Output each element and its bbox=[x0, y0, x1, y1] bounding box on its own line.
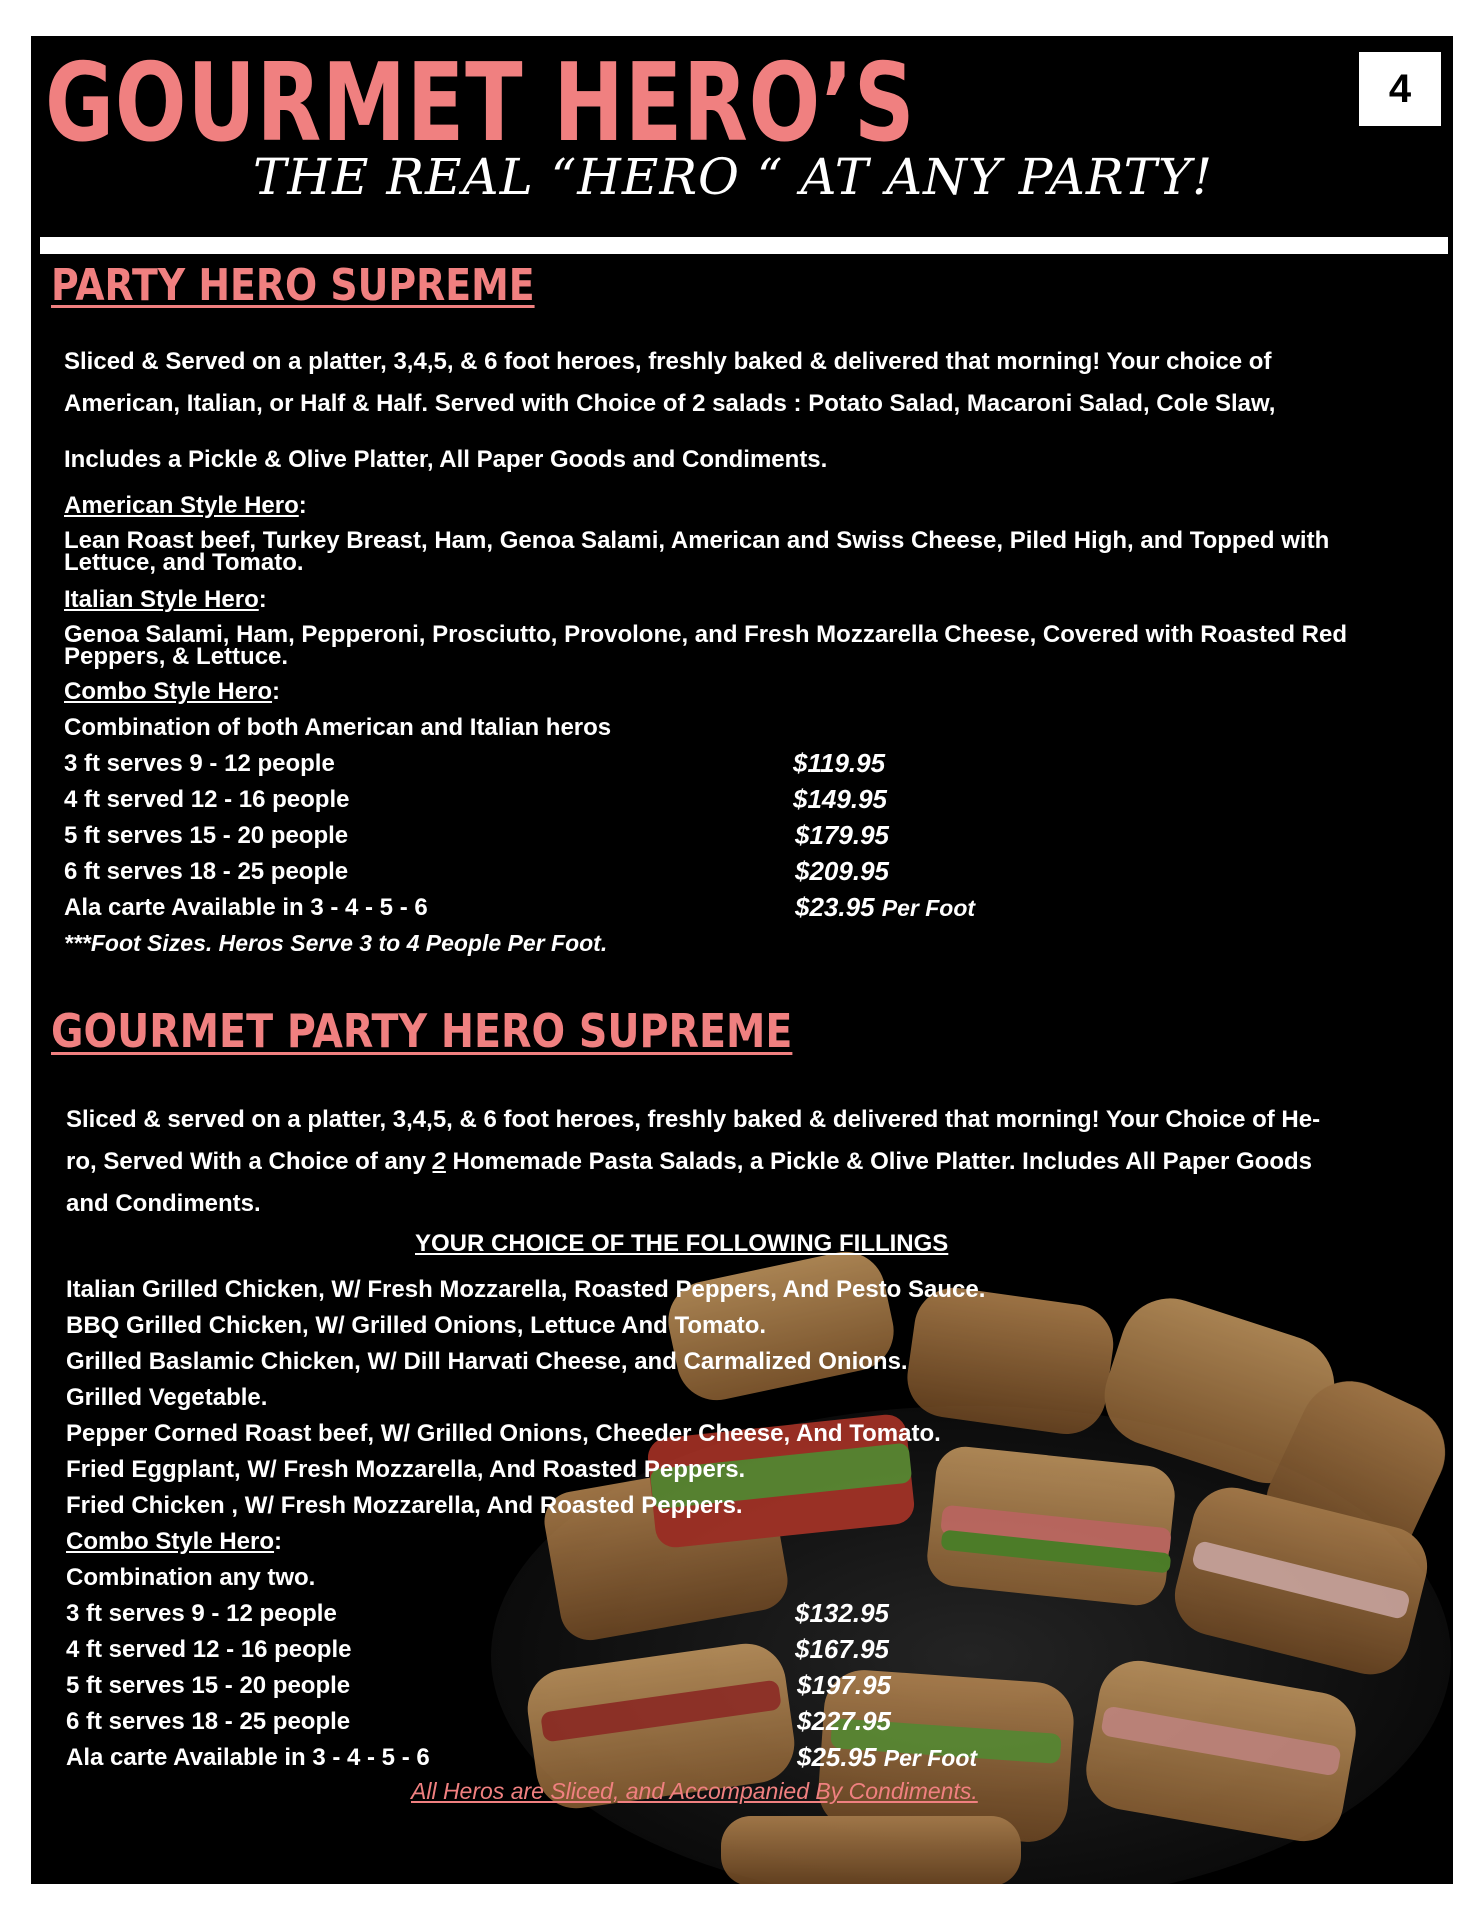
pricing-size: Ala carte Available in 3 - 4 - 5 - 6 bbox=[64, 894, 428, 921]
pricing-size: 3 ft serves 9 - 12 people bbox=[66, 1600, 337, 1627]
header-divider bbox=[40, 237, 1448, 254]
filling-item: Grilled Vegetable. bbox=[66, 1384, 268, 1411]
page-number-badge: 4 bbox=[1359, 52, 1441, 126]
pricing-price: $167.95 bbox=[795, 1634, 889, 1664]
filling-item: Fried Eggplant, W/ Fresh Mozzarella, And Roasted Peppers. bbox=[66, 1456, 746, 1483]
section1-description-line: American, Italian, or Half & Half. Served with Choice of 2 salads : Potato Salad, Macaroni Salad, Cole Slaw, bbox=[64, 390, 1276, 417]
page-title: GOURMET HERO’S bbox=[45, 41, 916, 166]
combo-style-heading: Combo Style Hero: bbox=[66, 1528, 283, 1555]
filling-item: Italian Grilled Chicken, W/ Fresh Mozzarella, Roasted Peppers, And Pesto Sauce. bbox=[66, 1276, 986, 1303]
combo-style-heading: Combo Style Hero: bbox=[64, 678, 281, 705]
american-style-description: Lean Roast beef, Turkey Breast, Ham, Genoa Salami, American and Swiss Cheese, Piled High, and Topped with Lettuce, and Tomato. bbox=[64, 527, 1330, 576]
filling-item: Fried Chicken , W/ Fresh Mozzarella, And Roasted Peppers. bbox=[66, 1492, 743, 1519]
section-title-gourmet-party-hero-supreme: GOURMET PARTY HERO SUPREME bbox=[51, 1004, 793, 1058]
pricing-size: 4 ft served 12 - 16 people bbox=[64, 786, 350, 813]
pricing-price: $23.95 Per Foot bbox=[795, 892, 976, 922]
pricing-size: 3 ft serves 9 - 12 people bbox=[64, 750, 335, 777]
pricing-size: 6 ft serves 18 - 25 people bbox=[66, 1708, 351, 1735]
section2-description-line: and Condiments. bbox=[66, 1190, 261, 1217]
pricing-price: $132.95 bbox=[795, 1598, 889, 1628]
pricing-size: 4 ft served 12 - 16 people bbox=[66, 1636, 352, 1663]
italian-style-description: Genoa Salami, Ham, Pepperoni, Prosciutto, Provolone, and Fresh Mozzarella Cheese, Covered with Roasted Red Peppers, & Lettuce. bbox=[64, 621, 1347, 670]
section1-description-line: Sliced & Served on a platter, 3,4,5, & 6 foot heroes, freshly baked & delivered that morning! Your choice of bbox=[64, 348, 1272, 375]
condiments-footer-note: All Heros are Sliced, and Accompanied By Condiments. bbox=[411, 1778, 978, 1804]
section2-description-line: Sliced & served on a platter, 3,4,5, & 6 foot heroes, freshly baked & delivered that morning! Your Choice of He- bbox=[66, 1106, 1321, 1133]
american-style-heading: American Style Hero: bbox=[64, 492, 307, 519]
pricing-price: $25.95 Per Foot bbox=[797, 1742, 978, 1772]
tagline: THE REAL “HERO “ AT ANY PARTY! bbox=[253, 148, 1214, 206]
pricing-size: Ala carte Available in 3 - 4 - 5 - 6 bbox=[66, 1744, 430, 1771]
pricing-price: $149.95 bbox=[793, 784, 887, 814]
foot-size-note: ***Foot Sizes. Heros Serve 3 to 4 People Per Foot. bbox=[64, 930, 608, 956]
fillings-heading: YOUR CHOICE OF THE FOLLOWING FILLINGS bbox=[415, 1230, 949, 1257]
section-title-party-hero-supreme: PARTY HERO SUPREME bbox=[51, 260, 535, 311]
combo-style-description: Combination any two. bbox=[66, 1564, 316, 1591]
pricing-price: $119.95 bbox=[793, 748, 886, 778]
section1-description-line: Includes a Pickle & Olive Platter, All Paper Goods and Condiments. bbox=[64, 446, 828, 473]
menu-page bbox=[31, 36, 1453, 1884]
pricing-price: $227.95 bbox=[797, 1706, 891, 1736]
pricing-price: $197.95 bbox=[797, 1670, 891, 1700]
pricing-size: 6 ft serves 18 - 25 people bbox=[64, 858, 349, 885]
pricing-price: $209.95 bbox=[795, 856, 889, 886]
filling-item: Grilled Baslamic Chicken, W/ Dill Harvati Cheese, and Carmalized Onions. bbox=[66, 1348, 908, 1375]
pricing-size: 5 ft serves 15 - 20 people bbox=[64, 822, 349, 849]
section2-description-line: ro, Served With a Choice of any 2 Homemade Pasta Salads, a Pickle & Olive Platter. Includes All Paper Goods bbox=[66, 1148, 1313, 1175]
pricing-price: $179.95 bbox=[795, 820, 889, 850]
italian-style-heading: Italian Style Hero: bbox=[64, 586, 267, 613]
filling-item: BBQ Grilled Chicken, W/ Grilled Onions, Lettuce And Tomato. bbox=[66, 1312, 767, 1339]
combo-style-description: Combination of both American and Italian heros bbox=[64, 714, 612, 741]
pricing-size: 5 ft serves 15 - 20 people bbox=[66, 1672, 351, 1699]
filling-item: Pepper Corned Roast beef, W/ Grilled Onions, Cheeder Cheese, And Tomato. bbox=[66, 1420, 941, 1447]
